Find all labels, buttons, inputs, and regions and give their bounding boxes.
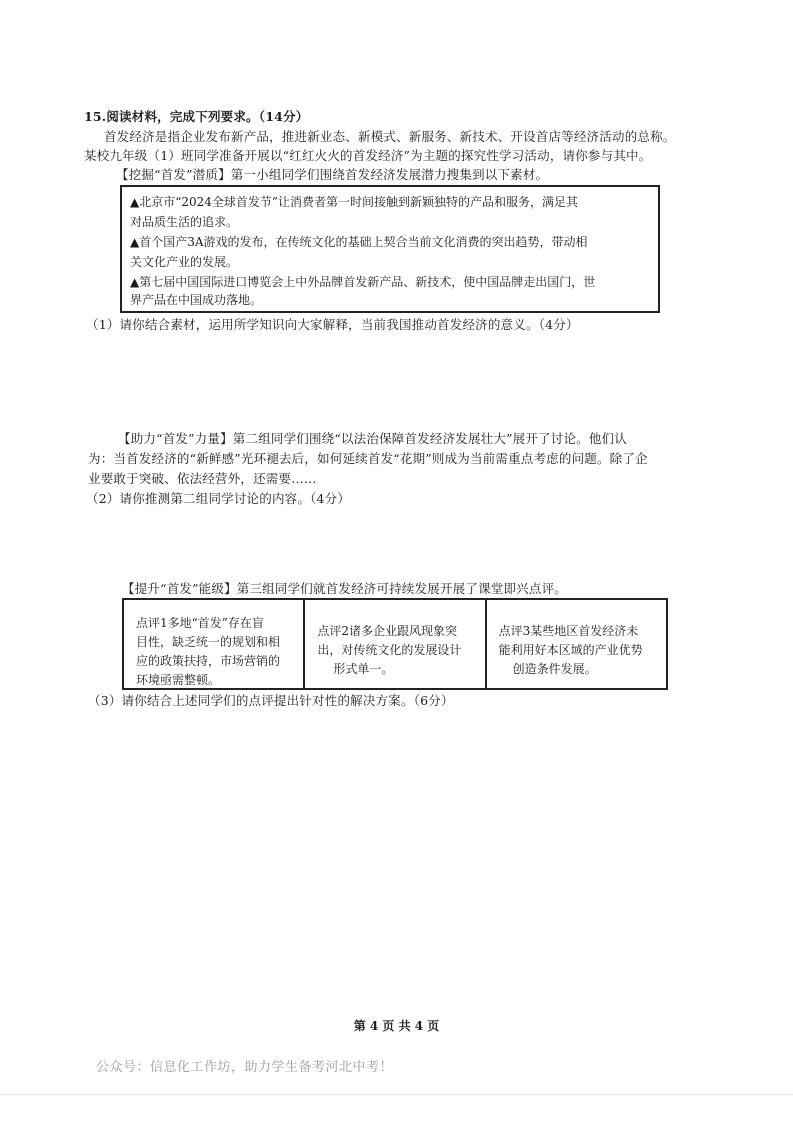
critique-2-line-3: 形式单一。 bbox=[333, 662, 394, 676]
bottom-divider bbox=[0, 1094, 793, 1095]
material-item-1a: ▲北京市“2024全球首发节”让消费者第一时间接触到新颖独特的产品和服务，满足其 bbox=[130, 195, 579, 209]
material-item-2b: 关文化产业的发展。 bbox=[130, 255, 239, 269]
material-item-1b: 对品质生活的追求。 bbox=[130, 215, 239, 229]
critique-2-line-2: 出，对传统文化的发展设计 bbox=[317, 643, 462, 657]
intro-line-1: 首发经济是指企业发布新产品，推进新业态、新模式、新服务、新技术、开设首店等经济活动的总称。 bbox=[104, 129, 676, 144]
page-number: 第 4 页 共 4 页 bbox=[353, 1019, 440, 1033]
section2-line-3: 业要敢于突破、依法经营外，还需要…… bbox=[88, 471, 317, 486]
critique-cell-1 bbox=[124, 600, 305, 688]
section2-line-2: 为：当首发经济的“新鲜感”光环褪去后，如何延续首发“花期”则成为当前需重点考虑的问题。除了企 bbox=[88, 451, 648, 466]
watermark-text: 公众号：信息化工作坊，助力学生备考河北中考！ bbox=[96, 1060, 394, 1075]
critique-table bbox=[122, 598, 668, 690]
section1-title: 【挖掘“首发”潜质】第一小组同学们围绕首发经济发展潜力搜集到以下素材。 bbox=[116, 167, 549, 182]
critique-2-line-1: 点评2诸多企业跟风现象突 bbox=[317, 624, 457, 638]
critique-1-line-4: 环境亟需整顿。 bbox=[136, 673, 221, 687]
critique-1-line-3: 应的政策扶持，市场营销的 bbox=[136, 654, 281, 668]
material-item-3a: ▲第七届中国国际进口博览会上中外品牌首发新产品、新技术，使中国品牌走出国门，世 bbox=[130, 275, 596, 289]
sub-question-3: （3）请你结合上述同学们的点评提出针对性的解决方案。（6分） bbox=[88, 693, 454, 708]
critique-3-line-2: 能利用好本区域的产业优势 bbox=[498, 643, 643, 657]
critique-cell-2 bbox=[305, 600, 486, 688]
section3-title: 【提升“首发”能级】第三组同学们就首发经济可持续发展开展了课堂即兴点评。 bbox=[122, 581, 567, 596]
critique-1-line-2: 目性，缺乏统一的规划和相 bbox=[136, 635, 281, 649]
sub-question-1: （1）请你结合素材，运用所学知识向大家解释，当前我国推动首发经济的意义。（4分） bbox=[86, 317, 579, 332]
material-item-3b: 界产品在中国成功落地。 bbox=[130, 293, 263, 307]
section2-line-1: 【助力“首发”力量】第二组同学们围绕“以法治保障首发经济发展壮大”展开了讨论。他们认 bbox=[118, 431, 627, 446]
critique-3-line-1: 点评3某些地区首发经济未 bbox=[498, 624, 639, 638]
question-heading: 15.阅读材料，完成下列要求。（14分） bbox=[84, 109, 309, 124]
intro-line-2: 某校九年级（1）班同学准备开展以“红红火火的首发经济”为主题的探究性学习活动，请你参与其中。 bbox=[84, 148, 652, 163]
sub-question-2: （2）请你推测第二组同学讨论的内容。（4分） bbox=[86, 491, 351, 506]
material-box bbox=[120, 185, 660, 313]
material-item-2a: ▲首个国产3A游戏的发布，在传统文化的基础上契合当前文化消费的突出趋势，带动相 bbox=[130, 235, 588, 249]
critique-1-line-1: 点评1多地“首发”存在盲 bbox=[136, 616, 264, 630]
critique-cell-3 bbox=[487, 600, 666, 688]
critique-3-line-3: 创造条件发展。 bbox=[512, 662, 597, 676]
